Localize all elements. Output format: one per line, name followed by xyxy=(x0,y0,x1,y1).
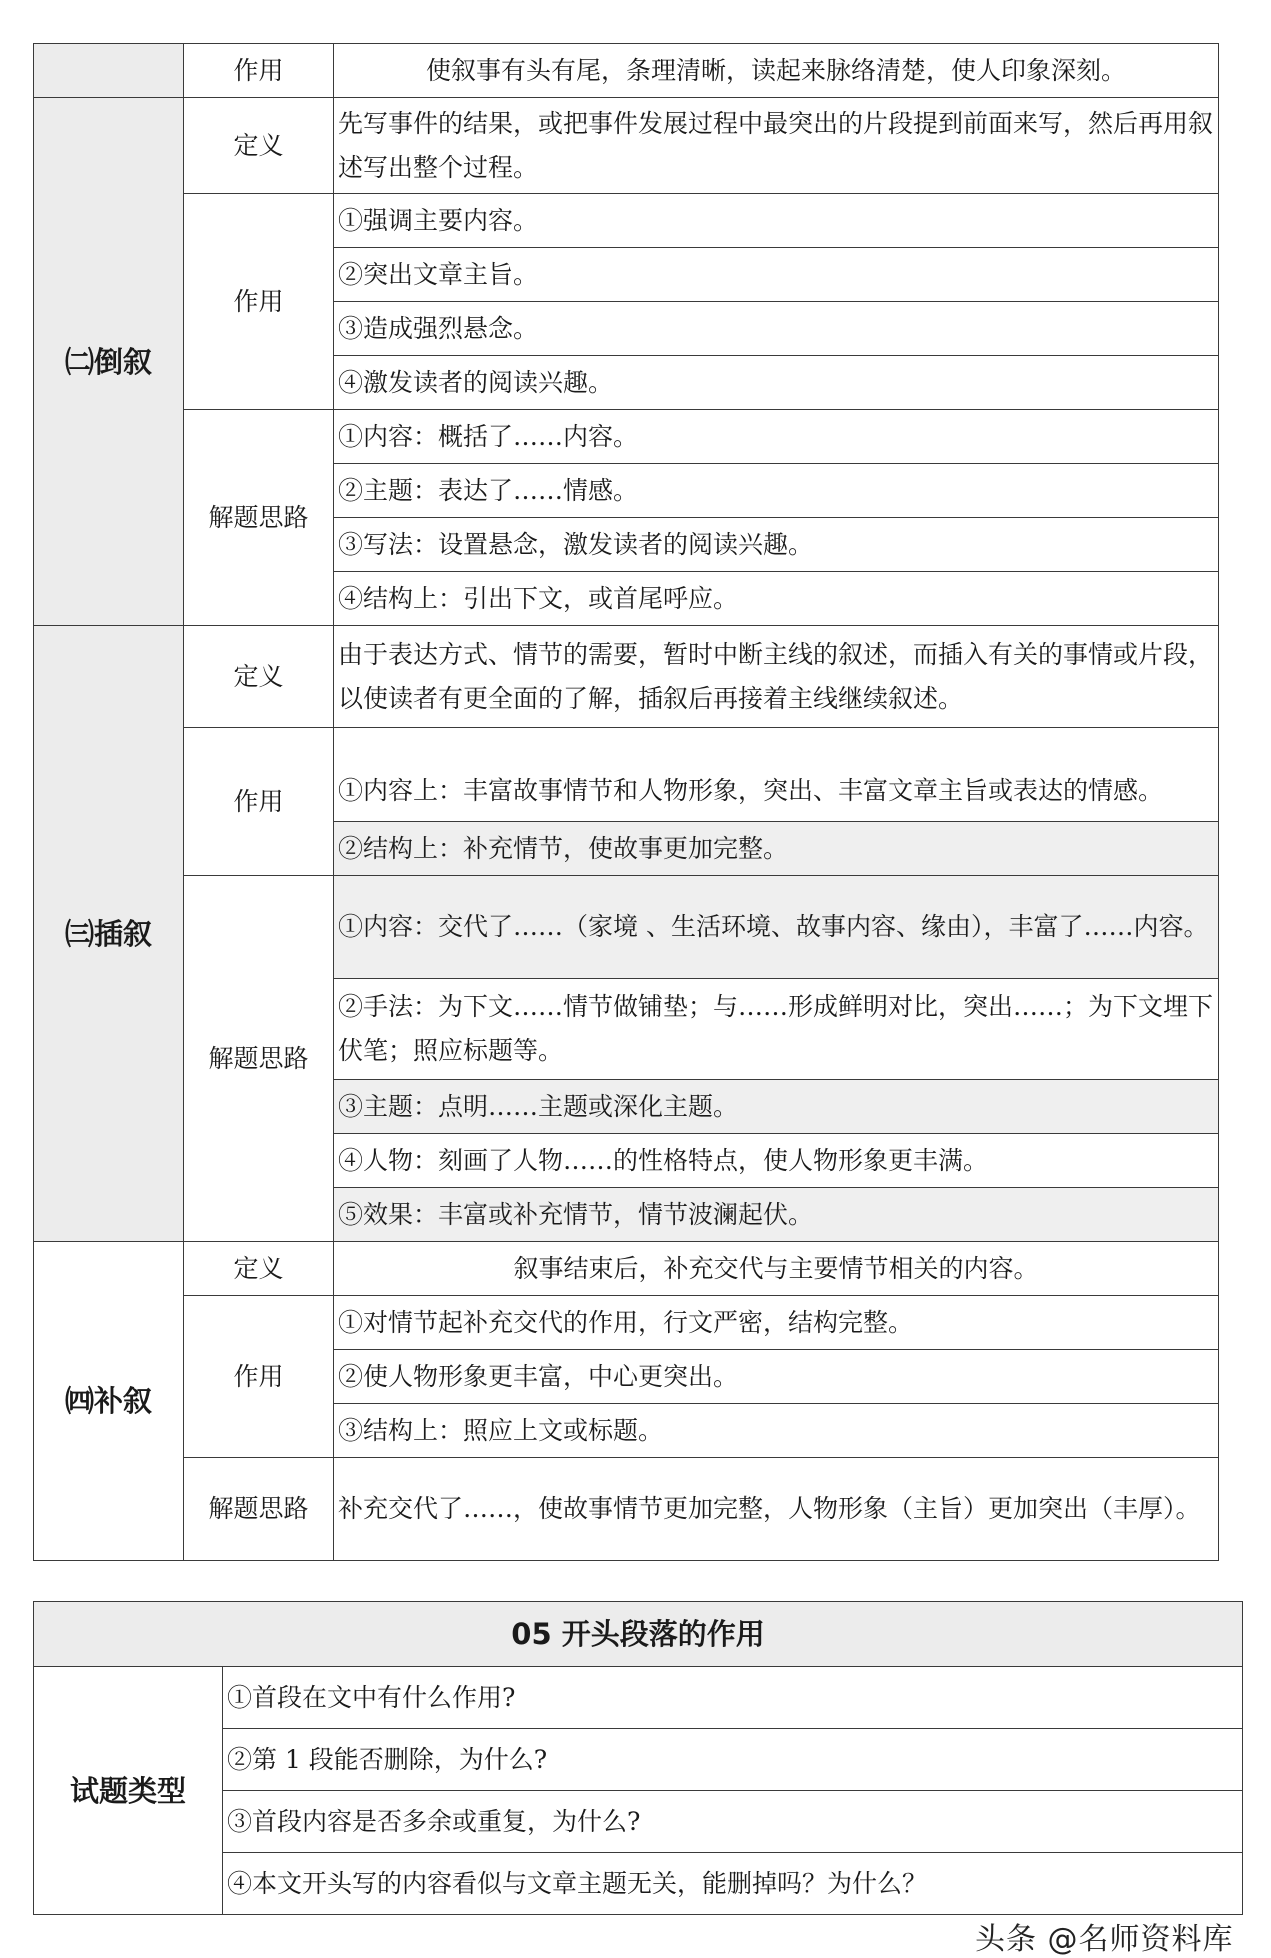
shunxu-category-cell xyxy=(34,44,184,98)
chaxu-category: ㈢插叙 xyxy=(34,626,184,1242)
buxu-definition-row xyxy=(34,1242,1219,1296)
daoxu-definition-label: 定义 xyxy=(184,98,334,194)
chaxu-definition: 由于表达方式、情节的需要，暂时中断主线的叙述，而插入有关的事情或片段，以使读者有更全面的了解，插叙后再接着主线继续叙述。 xyxy=(334,626,1219,728)
buxu-definition-label: 定义 xyxy=(184,1242,334,1296)
daoxu-effect-item: ①强调主要内容。 xyxy=(334,194,1219,248)
buxu-effect-label: 作用 xyxy=(184,1296,334,1458)
buxu-definition: 叙事结束后，补充交代与主要情节相关的内容。 xyxy=(334,1242,1219,1296)
daoxu-approach-label: 解题思路 xyxy=(184,410,334,626)
opening-title-row xyxy=(34,1602,1243,1667)
daoxu-approach-item: ④结构上：引出下文，或首尾呼应。 xyxy=(334,572,1219,626)
daoxu-effect-item: ③造成强烈悬念。 xyxy=(334,302,1219,356)
shunxu-effect-text: 使叙事有头有尾，条理清晰，读起来脉络清楚，使人印象深刻。 xyxy=(334,44,1219,98)
chaxu-approach-item: ①内容：交代了……（家境 、生活环境、故事内容、缘由），丰富了……内容。 xyxy=(334,876,1219,979)
buxu-effect-item: ③结构上：照应上文或标题。 xyxy=(334,1404,1219,1458)
daoxu-category: ㈡倒叙 xyxy=(34,98,184,626)
shunxu-effect-label: 作用 xyxy=(184,44,334,98)
question-item: ②第 1 段能否删除，为什么? xyxy=(223,1729,1243,1791)
chaxu-effect-item: ①内容上：丰富故事情节和人物形象，突出、丰富文章主旨或表达的情感。 xyxy=(334,728,1219,822)
buxu-effect-item: ②使人物形象更丰富，中心更突出。 xyxy=(334,1350,1219,1404)
buxu-effect-row xyxy=(34,1296,1219,1350)
chaxu-definition-label: 定义 xyxy=(184,626,334,728)
daoxu-effect-label: 作用 xyxy=(184,194,334,410)
question-row xyxy=(34,1667,1243,1729)
daoxu-effect-item: ②突出文章主旨。 xyxy=(334,248,1219,302)
daoxu-approach-item: ②主题：表达了……情感。 xyxy=(334,464,1219,518)
buxu-approach: 补充交代了……，使故事情节更加完整，人物形象（主旨）更加突出（丰厚）。 xyxy=(334,1458,1219,1561)
daoxu-approach-item: ③写法：设置悬念，激发读者的阅读兴趣。 xyxy=(334,518,1219,572)
daoxu-definition: 先写事件的结果，或把事件发展过程中最突出的片段提到前面来写，然后再用叙述写出整个过程。 xyxy=(334,98,1219,194)
daoxu-effect-row xyxy=(34,194,1219,248)
buxu-category: ㈣补叙 xyxy=(34,1242,184,1561)
opening-paragraph-table xyxy=(33,1601,1243,1915)
chaxu-approach-item: ⑤效果：丰富或补充情节，情节波澜起伏。 xyxy=(334,1188,1219,1242)
chaxu-approach-item: ③主题：点明……主题或深化主题。 xyxy=(334,1080,1219,1134)
buxu-approach-label: 解题思路 xyxy=(184,1458,334,1561)
chaxu-approach-item: ②手法：为下文……情节做铺垫；与……形成鲜明对比，突出……；为下文埋下伏笔；照应标题等。 xyxy=(334,979,1219,1080)
question-item: ③首段内容是否多余或重复，为什么? xyxy=(223,1791,1243,1853)
question-type-category: 试题类型 xyxy=(34,1667,223,1915)
watermark: 头条 @名师资料库 xyxy=(975,1922,1234,1957)
daoxu-definition-row xyxy=(34,98,1219,194)
chaxu-approach-row xyxy=(34,876,1219,979)
shunxu-effect-row xyxy=(34,44,1219,98)
question-item: ④本文开头写的内容看似与文章主题无关，能删掉吗？为什么？ xyxy=(223,1853,1243,1915)
section-title: 05 开头段落的作用 xyxy=(34,1602,1243,1667)
chaxu-approach-label: 解题思路 xyxy=(184,876,334,1242)
daoxu-effect-item: ④激发读者的阅读兴趣。 xyxy=(334,356,1219,410)
daoxu-approach-item: ①内容：概括了……内容。 xyxy=(334,410,1219,464)
chaxu-effect-item: ②结构上：补充情节，使故事更加完整。 xyxy=(334,822,1219,876)
question-item: ①首段在文中有什么作用? xyxy=(223,1667,1243,1729)
chaxu-approach-item: ④人物：刻画了人物……的性格特点，使人物形象更丰满。 xyxy=(334,1134,1219,1188)
daoxu-approach-row xyxy=(34,410,1219,464)
narration-methods-table xyxy=(33,43,1219,1561)
buxu-approach-row xyxy=(34,1458,1219,1561)
chaxu-effect-label: 作用 xyxy=(184,728,334,876)
chaxu-effect-row xyxy=(34,728,1219,822)
buxu-effect-item: ①对情节起补充交代的作用，行文严密，结构完整。 xyxy=(334,1296,1219,1350)
chaxu-definition-row xyxy=(34,626,1219,728)
